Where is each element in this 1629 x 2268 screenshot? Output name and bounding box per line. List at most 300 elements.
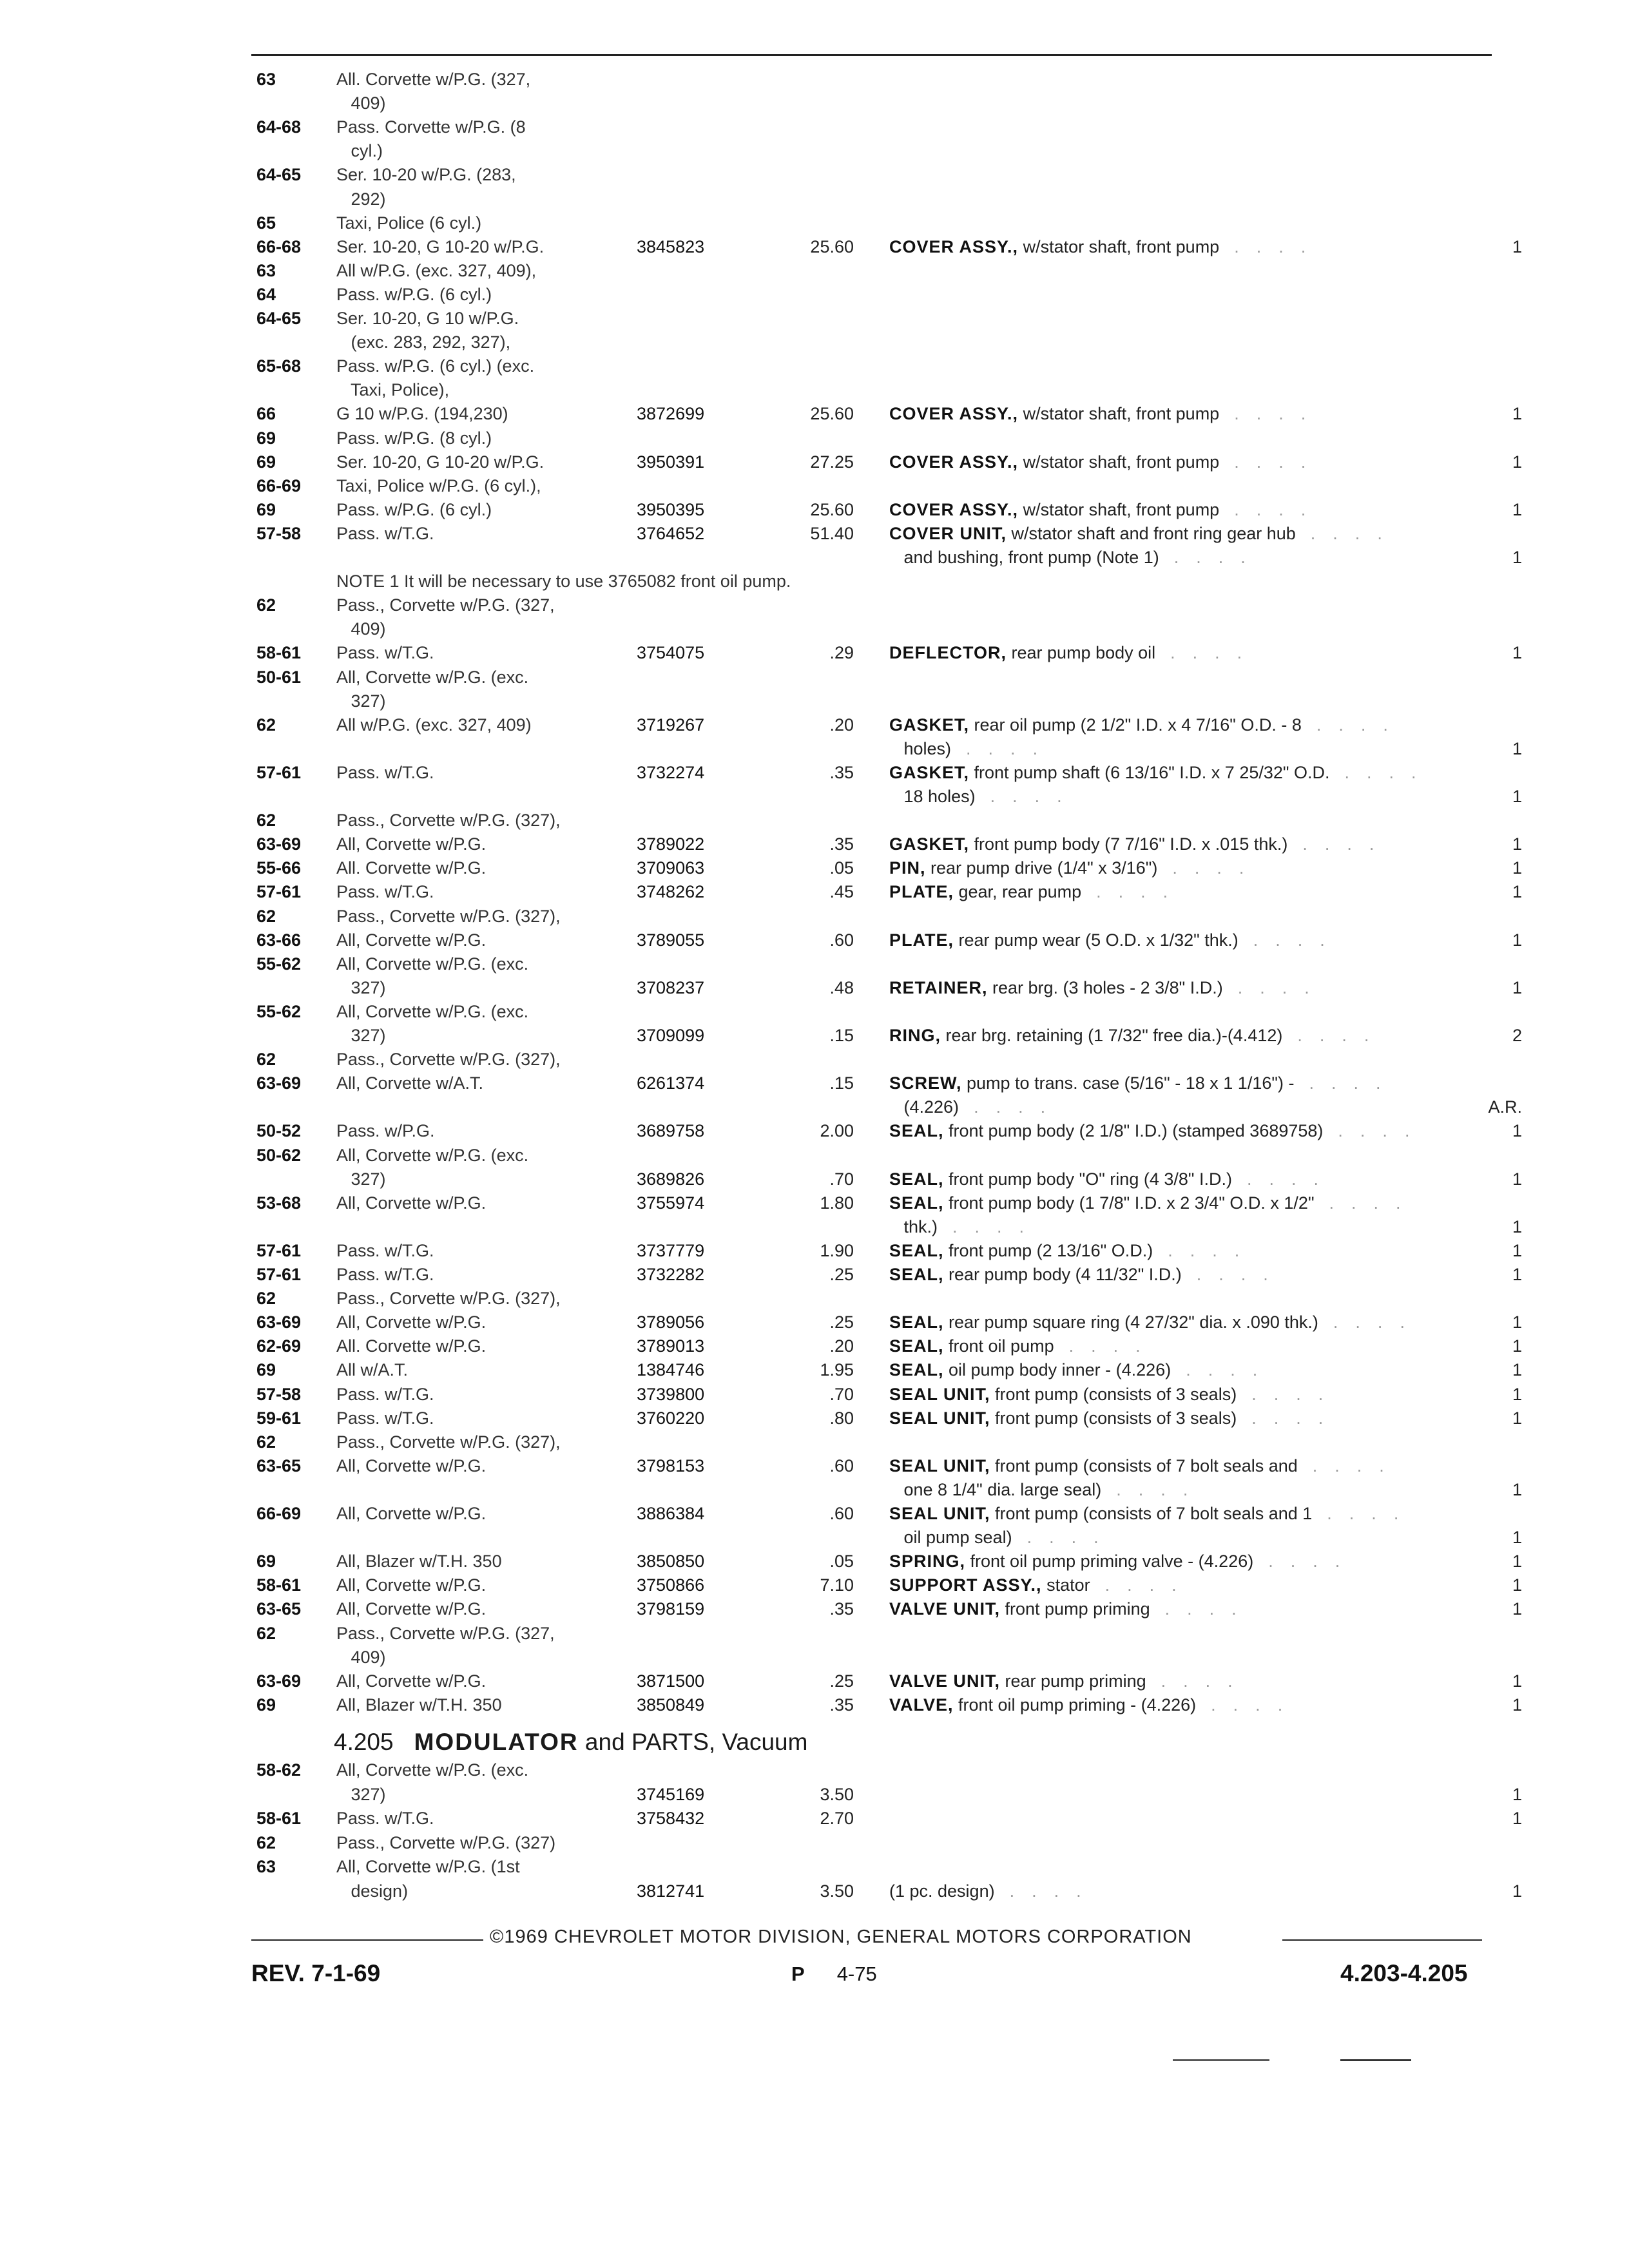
dot-leader: . . . . <box>1219 452 1309 472</box>
quantity: 1 <box>1512 882 1522 902</box>
model-application: Ser. 10-20, G 10 w/P.G. <box>336 309 519 328</box>
quantity: 1 <box>1512 1695 1522 1715</box>
model-application: Pass. w/T.G. <box>336 882 434 902</box>
part-name: GASKET, <box>889 762 970 782</box>
part-detail: rear pump body oil <box>1007 643 1156 663</box>
part-name: SEAL, <box>889 1121 944 1141</box>
part-number: 3709099 <box>637 1026 705 1045</box>
model-application: Pass., Corvette w/P.G. (327) <box>336 1832 556 1852</box>
model-application: All. Corvette w/P.G. <box>336 1336 487 1356</box>
model-application: 327) <box>336 977 386 997</box>
part-detail: front pump body (2 1/8" I.D.) (stamped 3689758) <box>943 1121 1324 1141</box>
part-name: COVER ASSY., <box>889 499 1019 519</box>
part-name: PLATE, <box>889 882 954 902</box>
part-description <box>889 1265 1271 1284</box>
list-price: .25 <box>829 1312 854 1332</box>
quantity: 1 <box>1512 643 1522 663</box>
dot-leader: . . . . <box>1222 977 1312 997</box>
part-name: COVER ASSY., <box>889 404 1019 424</box>
model-application: (exc. 283, 292, 327), <box>336 332 511 352</box>
part-detail: front pump shaft (6 13/16" I.D. x 7 25/32" O.D. <box>969 762 1330 782</box>
dot-leader: . . . . <box>1301 715 1391 735</box>
list-price: .80 <box>829 1408 854 1428</box>
copyright: ©1969 CHEVROLET MOTOR DIVISION, GENERAL MOTORS CORPORATION <box>490 1927 1192 1947</box>
model-year: 62 <box>256 1832 276 1852</box>
quantity: 1 <box>1512 1312 1522 1332</box>
part-description <box>889 1504 1401 1523</box>
model-application: Pass. w/T.G. <box>336 1240 434 1260</box>
model-application: Pass. w/P.G. <box>336 1121 435 1141</box>
part-name: SEAL, <box>889 1312 944 1332</box>
model-application: All w/A.T. <box>336 1360 409 1380</box>
quantity: 1 <box>1512 738 1522 758</box>
part-description <box>889 739 1040 758</box>
dot-leader: . . . . <box>959 1097 1048 1117</box>
part-name: DEFLECTOR, <box>889 643 1007 663</box>
part-description <box>889 787 1065 806</box>
model-year: 63 <box>256 260 276 280</box>
model-year: 69 <box>256 452 276 472</box>
part-detail: oil pump seal) <box>889 1528 1012 1548</box>
list-price: .35 <box>829 1695 854 1715</box>
part-description <box>889 1217 1027 1236</box>
part-name: SEAL, <box>889 1240 944 1260</box>
section-heading <box>334 1729 807 1756</box>
part-name: PLATE, <box>889 930 954 950</box>
part-number: 3950391 <box>637 452 705 472</box>
part-detail: (4.226) <box>889 1097 959 1117</box>
model-application: 292) <box>336 189 386 209</box>
dot-leader: . . . . <box>1150 1599 1239 1619</box>
part-description <box>889 1456 1387 1475</box>
dot-leader: . . . . <box>1294 1073 1383 1093</box>
part-detail: front pump (consists of 7 bolt seals and 1 <box>990 1504 1313 1523</box>
quantity: A.R. <box>1488 1097 1522 1117</box>
list-price: .60 <box>829 930 854 950</box>
model-application: Pass., Corvette w/P.G. (327), <box>336 906 561 926</box>
model-application: Pass. w/P.G. (6 cyl.) <box>336 284 492 304</box>
model-application: 409) <box>336 1647 386 1667</box>
quantity: 1 <box>1512 404 1522 424</box>
model-application: All, Blazer w/T.H. 350 <box>336 1552 502 1571</box>
part-description <box>889 1599 1239 1619</box>
quantity: 1 <box>1512 1479 1522 1499</box>
part-detail: w/stator shaft and front ring gear hub <box>1007 523 1296 543</box>
part-number: 3886384 <box>637 1504 705 1523</box>
list-price: 27.25 <box>810 452 854 472</box>
part-description <box>889 930 1327 950</box>
model-year: 55-62 <box>256 954 302 974</box>
part-name: VALVE UNIT, <box>889 1671 1001 1691</box>
model-application: Pass. w/T.G. <box>336 643 434 663</box>
model-application: All, Corvette w/P.G. <box>336 1599 487 1619</box>
model-year: 58-62 <box>256 1760 302 1780</box>
list-price: 1.80 <box>820 1193 854 1213</box>
part-detail: front pump (consists of 7 bolt seals and <box>990 1456 1298 1475</box>
quantity: 1 <box>1512 1360 1522 1380</box>
list-price: .05 <box>829 1552 854 1571</box>
model-application: 409) <box>336 619 386 639</box>
part-name: SEAL UNIT, <box>889 1456 990 1475</box>
footer-rule-right <box>1282 1939 1482 1941</box>
part-description <box>889 500 1308 519</box>
footer-rule-left <box>251 1939 483 1941</box>
list-price: 3.50 <box>820 1784 854 1804</box>
dot-leader: . . . . <box>1323 1121 1412 1141</box>
part-detail: one 8 1/4" dia. large seal) <box>889 1479 1102 1499</box>
model-year: 62 <box>256 906 276 926</box>
part-description <box>889 1121 1412 1140</box>
page-number <box>791 1963 877 1986</box>
part-description <box>889 1336 1143 1356</box>
part-description <box>889 548 1248 567</box>
dot-leader: . . . . <box>1237 1408 1326 1428</box>
model-application: Taxi, Police w/P.G. (6 cyl.), <box>336 476 541 495</box>
part-number: 3737779 <box>637 1240 705 1260</box>
model-application: design) <box>336 1881 409 1901</box>
model-application: Pass., Corvette w/P.G. (327, <box>336 1623 555 1643</box>
dot-leader: . . . . <box>1196 1695 1286 1715</box>
top-rule <box>251 54 1492 56</box>
model-application: Pass., Corvette w/P.G. (327), <box>336 811 561 831</box>
dot-leader: . . . . <box>1157 858 1247 878</box>
model-application: All, Corvette w/P.G. <box>336 930 487 950</box>
model-year: 69 <box>256 1360 276 1380</box>
model-year: 63-69 <box>256 1073 302 1093</box>
model-year: 62-69 <box>256 1336 302 1356</box>
part-number: 3950395 <box>637 499 705 519</box>
list-price: .60 <box>829 1456 854 1475</box>
model-application: G 10 w/P.G. (194,230) <box>336 404 508 424</box>
list-price: 25.60 <box>810 499 854 519</box>
model-year: 63 <box>256 70 276 89</box>
part-description <box>889 1360 1260 1379</box>
model-year: 55-66 <box>256 858 302 878</box>
model-year: 62 <box>256 715 276 735</box>
dot-leader: . . . . <box>1237 1384 1326 1404</box>
model-application: All, Blazer w/T.H. 350 <box>336 1695 502 1715</box>
quantity: 1 <box>1512 930 1522 950</box>
part-detail: rear pump square ring (4 27/32" dia. x .090 thk.) <box>943 1312 1318 1332</box>
model-application: All, Corvette w/P.G. (exc. <box>336 1145 529 1165</box>
quantity: 1 <box>1512 1528 1522 1548</box>
model-application: 327) <box>336 1026 386 1045</box>
scan-mark <box>1340 2059 1411 2061</box>
part-description <box>889 1385 1325 1404</box>
part-detail: thk.) <box>889 1216 938 1236</box>
quantity: 1 <box>1512 452 1522 472</box>
dot-leader: . . . . <box>1146 1671 1235 1691</box>
dot-leader: . . . . <box>1287 834 1377 854</box>
dot-leader: . . . . <box>951 738 1041 758</box>
part-description <box>889 858 1246 878</box>
model-year: 66-68 <box>256 236 302 256</box>
page-letter: P <box>791 1963 805 1985</box>
model-year: 53-68 <box>256 1193 302 1213</box>
quantity: 1 <box>1512 1809 1522 1828</box>
part-number: 3758432 <box>637 1809 705 1828</box>
quantity: 1 <box>1512 1336 1522 1356</box>
part-number: 3812741 <box>637 1881 705 1901</box>
model-year: 58-61 <box>256 1575 302 1595</box>
model-year: 57-61 <box>256 1265 302 1284</box>
part-detail: front oil pump priming - (4.226) <box>953 1695 1197 1715</box>
part-detail: pump to trans. case (5/16" - 18 x 1 1/16") - <box>961 1073 1295 1093</box>
model-year: 59-61 <box>256 1408 302 1428</box>
model-year: 57-61 <box>256 882 302 902</box>
model-application: Pass. w/P.G. (6 cyl.) (exc. <box>336 356 535 376</box>
model-year: 64-65 <box>256 165 302 185</box>
model-year: 66 <box>256 404 276 424</box>
part-detail: w/stator shaft, front pump <box>1018 236 1220 256</box>
part-number: 3719267 <box>637 715 705 735</box>
dot-leader: . . . . <box>1219 404 1309 424</box>
model-year: 64 <box>256 284 276 304</box>
part-detail: front pump body (1 7/8" I.D. x 2 3/4" O.D. x 1/2" <box>943 1193 1315 1213</box>
model-year: 66-69 <box>256 1504 302 1523</box>
quantity: 1 <box>1512 1575 1522 1595</box>
part-detail: front pump (consists of 3 seals) <box>990 1408 1237 1428</box>
section-title-bold: MODULATOR <box>414 1729 579 1755</box>
list-price: .25 <box>829 1671 854 1691</box>
dot-leader: . . . . <box>1314 1193 1403 1213</box>
list-price: .25 <box>829 1265 854 1284</box>
dot-leader: . . . . <box>1253 1552 1343 1571</box>
part-number: 3739800 <box>637 1384 705 1404</box>
part-number: 3845823 <box>637 236 705 256</box>
model-year: 58-61 <box>256 1809 302 1828</box>
quantity: 1 <box>1512 1121 1522 1141</box>
part-description <box>889 452 1308 472</box>
part-number: 3689758 <box>637 1121 705 1141</box>
dot-leader: . . . . <box>1231 1169 1321 1189</box>
revision-date: REV. 7-1-69 <box>251 1960 381 1986</box>
list-price: .20 <box>829 715 854 735</box>
part-name: SEAL UNIT, <box>889 1384 990 1404</box>
dot-leader: . . . . <box>1219 499 1309 519</box>
part-number: 3732282 <box>637 1265 705 1284</box>
model-year: 63-65 <box>256 1599 302 1619</box>
part-description <box>889 1241 1242 1260</box>
part-number: 3872699 <box>637 404 705 424</box>
part-name: COVER ASSY., <box>889 452 1019 472</box>
list-price: .48 <box>829 977 854 997</box>
quantity: 1 <box>1512 1881 1522 1901</box>
model-application: All, Corvette w/P.G. <box>336 1193 487 1213</box>
model-year: 62 <box>256 1050 276 1070</box>
part-number: 3764652 <box>637 523 705 543</box>
model-year: 57-58 <box>256 523 302 543</box>
part-description <box>889 1695 1285 1715</box>
part-number: 3798153 <box>637 1456 705 1475</box>
part-detail: front oil pump priming valve - (4.226) <box>965 1552 1254 1571</box>
list-price: 25.60 <box>810 236 854 256</box>
dot-leader: . . . . <box>1054 1336 1143 1356</box>
dot-leader: . . . . <box>1295 523 1385 543</box>
part-name: SEAL, <box>889 1265 944 1284</box>
quantity: 1 <box>1512 548 1522 567</box>
part-detail: front oil pump <box>943 1336 1054 1356</box>
part-number: 3789055 <box>637 930 705 950</box>
model-year: 69 <box>256 428 276 448</box>
part-description <box>889 524 1385 543</box>
model-application: cyl.) <box>336 141 383 161</box>
list-price: .45 <box>829 882 854 902</box>
model-year: 66-69 <box>256 476 302 495</box>
model-application: Taxi, Police (6 cyl.) <box>336 213 482 233</box>
model-application: Ser. 10-20, G 10-20 w/P.G. <box>336 236 545 256</box>
dot-leader: . . . . <box>1312 1504 1402 1523</box>
part-number: 3689826 <box>637 1169 705 1189</box>
model-application: All. Corvette w/P.G. <box>336 858 487 878</box>
model-year: 63-65 <box>256 1456 302 1475</box>
part-description <box>889 1528 1101 1547</box>
part-description <box>889 1073 1383 1093</box>
model-application: All, Corvette w/P.G. (exc. <box>336 1760 529 1780</box>
model-application: All, Corvette w/P.G. (exc. <box>336 954 529 974</box>
list-price: 3.50 <box>820 1881 854 1901</box>
model-application: All w/P.G. (exc. 327, 409) <box>336 715 532 735</box>
dot-leader: . . . . <box>975 787 1065 806</box>
dot-leader: . . . . <box>1318 1312 1407 1332</box>
part-name: GASKET, <box>889 715 970 735</box>
model-year: 55-62 <box>256 1001 302 1021</box>
part-detail: (1 pc. design) <box>889 1881 995 1901</box>
dot-leader: . . . . <box>938 1216 1027 1236</box>
part-name: PIN, <box>889 858 926 878</box>
list-price: .35 <box>829 762 854 782</box>
model-year: 69 <box>256 499 276 519</box>
part-number: 3871500 <box>637 1671 705 1691</box>
list-price: 7.10 <box>820 1575 854 1595</box>
model-application: All, Corvette w/P.G. <box>336 1671 487 1691</box>
quantity: 1 <box>1512 1169 1522 1189</box>
part-name: SEAL UNIT, <box>889 1408 990 1428</box>
quantity: 1 <box>1512 1671 1522 1691</box>
part-name: RING, <box>889 1026 941 1045</box>
model-application: 327) <box>336 691 386 711</box>
part-description <box>889 1575 1179 1595</box>
part-number: 3755974 <box>637 1193 705 1213</box>
note-text: NOTE 1 It will be necessary to use 3765082 front oil pump. <box>336 572 791 591</box>
part-number: 3789056 <box>637 1312 705 1332</box>
part-detail: stator <box>1041 1575 1090 1595</box>
part-description <box>889 404 1308 423</box>
model-application: All, Corvette w/P.G. (1st <box>336 1857 520 1876</box>
list-price: .60 <box>829 1504 854 1523</box>
model-year: 50-61 <box>256 667 302 687</box>
quantity: 1 <box>1512 1784 1522 1804</box>
model-application: Pass. w/T.G. <box>336 762 434 782</box>
dot-leader: . . . . <box>1171 1360 1260 1380</box>
model-application: All, Corvette w/P.G. (exc. <box>336 667 529 687</box>
part-description <box>889 1097 1048 1117</box>
section-title-rest: and PARTS, Vacuum <box>578 1729 808 1755</box>
part-name: SPRING, <box>889 1552 966 1571</box>
model-application: Pass., Corvette w/P.G. (327), <box>336 1289 561 1309</box>
model-application: All, Corvette w/P.G. <box>336 1504 487 1523</box>
model-application: All, Corvette w/P.G. <box>336 1456 487 1475</box>
quantity: 1 <box>1512 499 1522 519</box>
dot-leader: . . . . <box>1090 1575 1179 1595</box>
model-year: 63-69 <box>256 834 302 854</box>
part-detail: rear brg. (3 holes - 2 3/8" I.D.) <box>987 977 1223 997</box>
model-year: 69 <box>256 1552 276 1571</box>
list-price: 1.95 <box>820 1360 854 1380</box>
model-year: 62 <box>256 595 276 615</box>
dot-leader: . . . . <box>1238 930 1327 950</box>
list-price: .15 <box>829 1026 854 1045</box>
part-detail: w/stator shaft, front pump <box>1018 452 1220 472</box>
list-price: 2.00 <box>820 1121 854 1141</box>
model-year: 63-69 <box>256 1312 302 1332</box>
quantity: 1 <box>1512 834 1522 854</box>
scan-mark <box>1173 2059 1269 2061</box>
model-application: Pass. Corvette w/P.G. (8 <box>336 117 526 137</box>
model-application: All, Corvette w/A.T. <box>336 1073 484 1093</box>
quantity: 1 <box>1512 858 1522 878</box>
model-application: All, Corvette w/P.G. <box>336 834 487 854</box>
model-application: Pass. w/T.G. <box>336 1809 434 1828</box>
part-description <box>889 763 1419 782</box>
part-number: 3760220 <box>637 1408 705 1428</box>
part-description <box>889 1169 1321 1189</box>
part-name: COVER UNIT, <box>889 523 1007 543</box>
part-number: 3798159 <box>637 1599 705 1619</box>
part-detail: rear pump drive (1/4" x 3/16") <box>925 858 1158 878</box>
model-year: 58-61 <box>256 643 302 663</box>
part-detail: front pump priming <box>1000 1599 1150 1619</box>
model-year: 63 <box>256 1857 276 1876</box>
quantity: 1 <box>1512 1408 1522 1428</box>
part-detail: front pump body (7 7/16" I.D. x .015 thk.) <box>969 834 1288 854</box>
section-reference: 4.203-4.205 <box>1340 1960 1468 1986</box>
list-price: 2.70 <box>820 1809 854 1828</box>
part-detail: w/stator shaft, front pump <box>1018 499 1220 519</box>
part-name: COVER ASSY., <box>889 236 1019 256</box>
list-price: .15 <box>829 1073 854 1093</box>
model-year: 57-61 <box>256 1240 302 1260</box>
quantity: 1 <box>1512 236 1522 256</box>
part-description <box>889 1480 1190 1499</box>
part-description <box>889 1671 1235 1691</box>
model-year: 64-65 <box>256 309 302 328</box>
list-price: 51.40 <box>810 523 854 543</box>
part-detail: front pump (consists of 3 seals) <box>990 1384 1237 1404</box>
model-year: 64-68 <box>256 117 302 137</box>
model-application: Pass. w/T.G. <box>336 523 434 543</box>
model-year: 65 <box>256 213 276 233</box>
model-application: Pass. w/T.G. <box>336 1265 434 1284</box>
model-application: Pass., Corvette w/P.G. (327, <box>336 595 555 615</box>
part-description <box>889 882 1170 901</box>
model-application: 327) <box>336 1169 386 1189</box>
model-year: 50-62 <box>256 1145 302 1165</box>
model-year: 57-61 <box>256 762 302 782</box>
section-number: 4.205 <box>334 1729 394 1755</box>
list-price: .20 <box>829 1336 854 1356</box>
model-application: All w/P.G. (exc. 327, 409), <box>336 260 537 280</box>
part-detail: holes) <box>889 738 952 758</box>
list-price: .35 <box>829 1599 854 1619</box>
part-number: 3748262 <box>637 882 705 902</box>
model-year: 62 <box>256 1289 276 1309</box>
part-number: 3708237 <box>637 977 705 997</box>
model-application: Pass. w/T.G. <box>336 1384 434 1404</box>
quantity: 1 <box>1512 1240 1522 1260</box>
part-name: SEAL, <box>889 1336 944 1356</box>
part-description <box>889 1026 1371 1045</box>
